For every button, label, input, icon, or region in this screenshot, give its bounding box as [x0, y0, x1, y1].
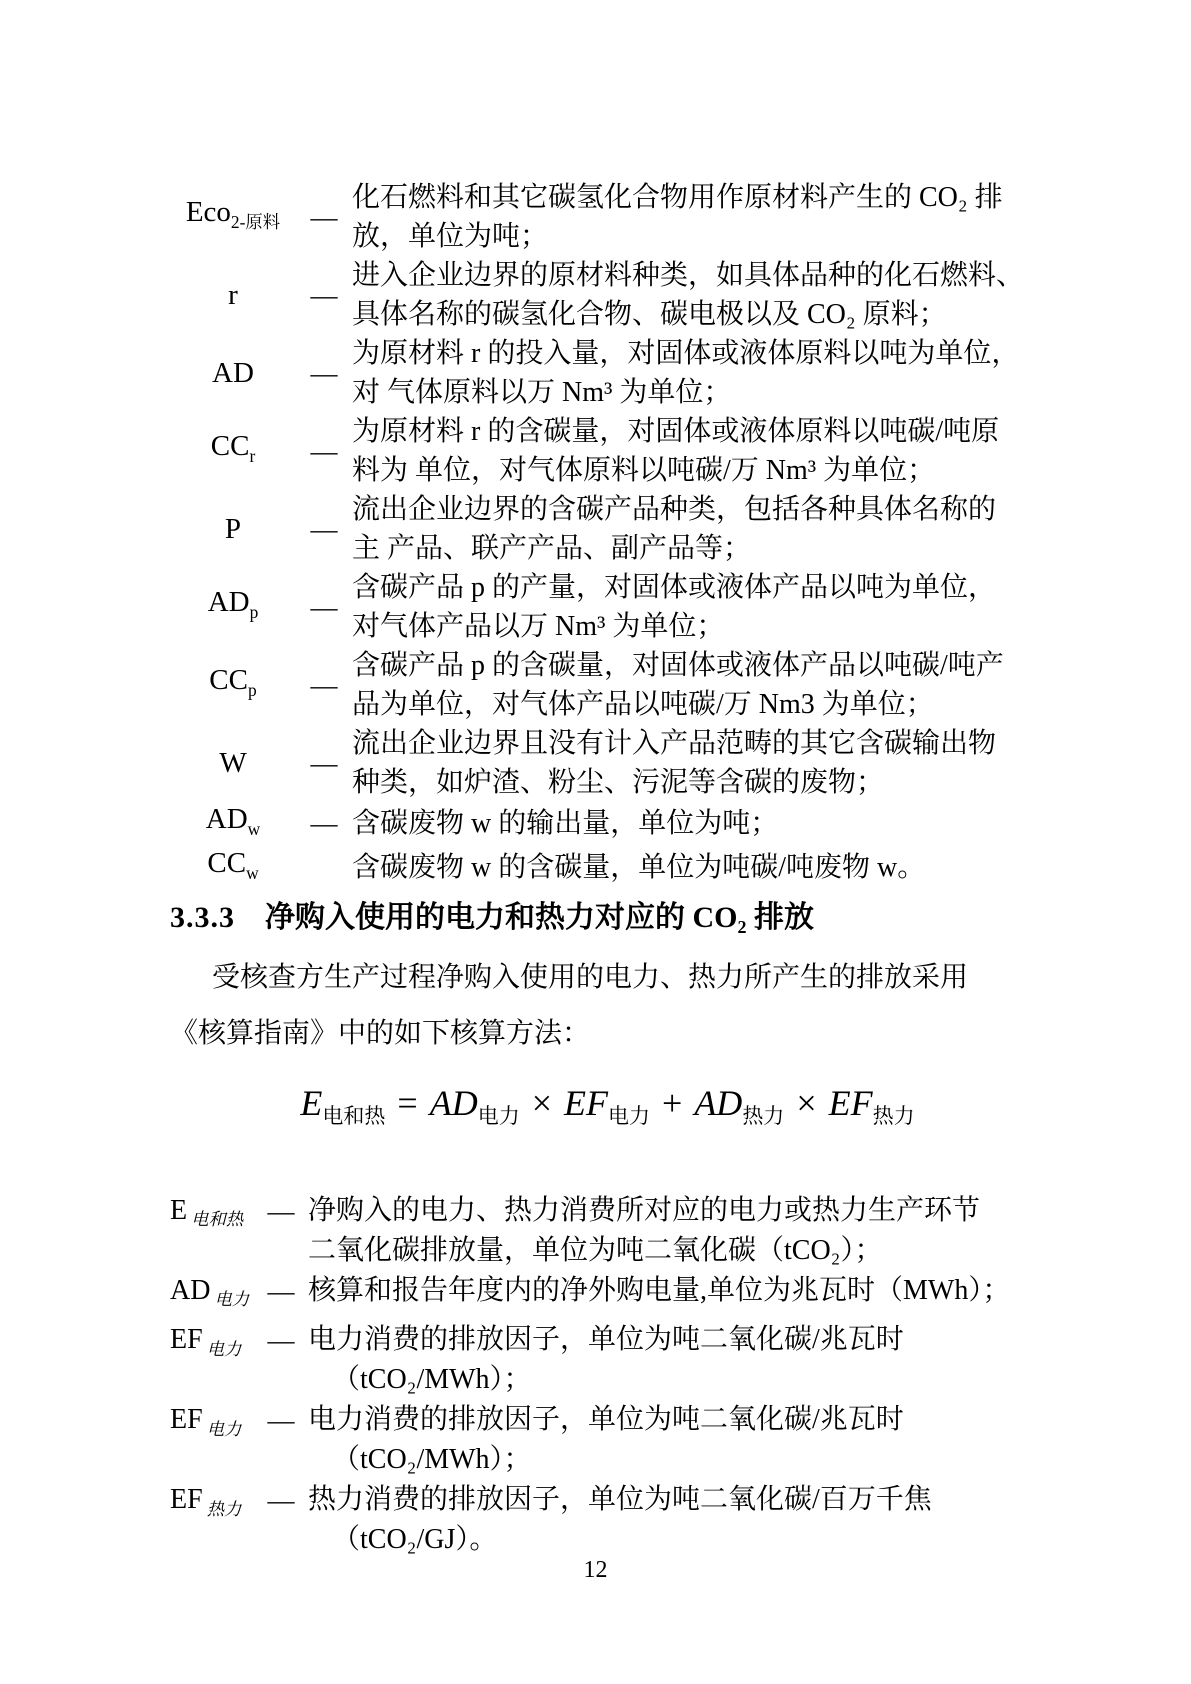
- definition-term: [170, 429, 296, 473]
- definition-row: [170, 802, 1045, 846]
- definition-dash: —: [267, 1405, 295, 1436]
- definition-row: [170, 178, 1045, 256]
- definition-term-subscript: 热力: [206, 1499, 242, 1519]
- definition-term: [170, 356, 296, 390]
- formula-variable: $AD_{热力}$: [694, 1082, 785, 1128]
- definition-text: [352, 412, 1045, 490]
- definition-text: [352, 490, 1045, 568]
- definition-line: 二氧化碳排放量，单位为吨二氧化碳（tCO₂）；: [308, 1234, 883, 1266]
- definition-text: [352, 724, 1045, 802]
- definition-line: 含碳产品 p 的产量，对固体或液体产品以吨为单位，: [352, 572, 997, 603]
- definition-term-subscript: 电力: [206, 1339, 242, 1359]
- bottom-definition-list: [170, 1191, 1045, 1561]
- definition-term: [170, 846, 296, 890]
- definition-line: 种类，如炉渣、粉尘、污泥等含碳的废物；: [352, 767, 885, 798]
- definition-line: 含碳产品 p 的含碳量，对固体或液体产品以吨碳/吨产: [352, 650, 1004, 681]
- definition-term-subscript: 电和热: [191, 1210, 244, 1230]
- definition-term-symbol: EF: [170, 1484, 203, 1516]
- paragraph-line: 《核算指南》中的如下核算方法：: [170, 1017, 591, 1049]
- definition-line: 为原材料 r 的投入量，对固体或液体原料以吨为单位，: [352, 338, 1020, 369]
- section-number: 3.3.3: [170, 900, 235, 934]
- definition-term: [170, 1320, 254, 1370]
- definition-line: 进入企业边界的原材料种类，如具体品种的化石燃料、: [352, 260, 1025, 291]
- definition-term-symbol: AD: [212, 357, 254, 389]
- definition-row: [170, 724, 1045, 802]
- definition-text: [352, 178, 1045, 256]
- definition-term-subscript: w: [246, 862, 259, 883]
- definition-dash: —: [310, 513, 338, 544]
- section-title: 净购入使用的电力和热力对应的 CO₂ 排放: [265, 900, 814, 934]
- formula-operator: ×: [531, 1082, 553, 1123]
- definition-term-subscript: 电力: [214, 1290, 250, 1310]
- definition-term: [170, 746, 296, 780]
- definition-term: [170, 512, 296, 546]
- formula-subscript: 热力: [742, 1103, 785, 1128]
- formula-variable: $E_{电和热}$: [300, 1082, 386, 1128]
- definition-line: 流出企业边界且没有计入产品范畴的其它含碳输出物: [352, 728, 997, 759]
- definition-line: 具体名称的碳氢化合物、碳电极以及 CO₂ 原料；: [352, 299, 947, 330]
- definition-term-symbol: CC: [210, 430, 250, 463]
- definition-term-symbol: EF: [170, 1324, 203, 1356]
- definition-text: [352, 568, 1045, 646]
- definition-text: [352, 804, 1045, 843]
- definition-term: [170, 195, 296, 239]
- definition-row: [170, 256, 1045, 334]
- definition-dash: —: [310, 357, 338, 388]
- definition-term-symbol: AD: [170, 1274, 211, 1306]
- formula-operator: +: [662, 1082, 683, 1123]
- formula-subscript: 电力: [608, 1103, 650, 1128]
- definition-row: [170, 568, 1045, 646]
- paragraph-line: 受核查方生产过程净购入使用的电力、热力所产生的排放采用: [212, 961, 969, 993]
- definition-term-subscript: r: [249, 445, 256, 466]
- definition-term: [170, 1400, 254, 1450]
- definition-dash: —: [310, 669, 338, 700]
- definition-term: [170, 802, 296, 846]
- definition-term-symbol: CC: [209, 664, 248, 697]
- definition-term-subscript: p: [249, 601, 259, 622]
- definition-text: [352, 848, 1045, 887]
- formula-subscript: 电和热: [322, 1103, 386, 1128]
- definition-text: [308, 1480, 1045, 1560]
- definition-term-subscript: 2-原料: [230, 211, 281, 232]
- formula-subscript: 热力: [872, 1103, 915, 1128]
- definition-term: [170, 663, 296, 707]
- definition-text: [352, 334, 1045, 412]
- definition-line: 品为单位，对气体产品以吨碳/万 Nm3 为单位；: [352, 689, 934, 720]
- definition-row: [170, 846, 1045, 890]
- definition-line: 主 产品、联产产品、副产品等；: [352, 533, 752, 564]
- definition-row: [170, 334, 1045, 412]
- intro-paragraph: [170, 950, 1045, 1062]
- definition-dash: —: [267, 1275, 295, 1306]
- definition-term-subscript: 电力: [206, 1419, 242, 1439]
- definition-term-symbol: AD: [207, 586, 250, 619]
- definition-row: [170, 1480, 1045, 1560]
- definition-text: [352, 646, 1045, 724]
- definition-text: [308, 1320, 1045, 1400]
- definition-line: （tCO₂/MWh）；: [332, 1364, 532, 1396]
- definition-dash: —: [310, 279, 338, 310]
- definition-dash: —: [267, 1195, 295, 1226]
- definition-dash: —: [267, 1485, 295, 1516]
- definition-line: 料为 单位，对气体原料以吨碳/万 Nm³ 为单位；: [352, 455, 936, 486]
- definition-row: [170, 1320, 1045, 1400]
- definition-line: 对 气体原料以万 Nm³ 为单位；: [352, 377, 732, 408]
- definition-term-subscript: p: [247, 679, 257, 700]
- definition-text: [352, 256, 1045, 334]
- definition-line: 电力消费的排放因子，单位为吨二氧化碳/兆瓦时: [308, 1404, 904, 1436]
- definition-term-symbol: P: [224, 513, 242, 545]
- definition-row: [170, 1271, 1045, 1321]
- definition-line: 化石燃料和其它碳氢化合物用作原材料产生的 CO₂ 排: [352, 182, 1003, 213]
- definition-dash: —: [310, 435, 338, 466]
- formula-variable: $AD_{电力}$: [429, 1082, 520, 1128]
- formula-variable: $EF_{热力}$: [828, 1082, 915, 1128]
- definition-term-symbol: AD: [205, 803, 248, 835]
- definition-term-symbol: CC: [207, 846, 247, 879]
- definition-dash: —: [310, 201, 338, 232]
- formula-operator: =: [397, 1082, 418, 1123]
- definition-line: 对气体产品以万 Nm³ 为单位；: [352, 611, 725, 642]
- definition-text: [308, 1271, 1045, 1311]
- definition-term: [170, 585, 296, 629]
- definition-line: （tCO₂/MWh）；: [332, 1444, 532, 1476]
- definition-row: [170, 490, 1045, 568]
- definition-line: 热力消费的排放因子，单位为吨二氧化碳/百万千焦: [308, 1484, 932, 1516]
- definition-line: 放，单位为吨；: [352, 221, 549, 252]
- definition-line: 流出企业边界的含碳产品种类，包括各种具体名称的: [352, 494, 997, 525]
- section-heading: [170, 896, 1045, 940]
- definition-line: 核算和报告年度内的净外购电量,单位为兆瓦时（MWh）；: [308, 1274, 1011, 1306]
- definition-dash: —: [310, 591, 338, 622]
- definition-term: [170, 1271, 254, 1321]
- formula-subscript: 电力: [477, 1103, 520, 1128]
- definition-dash: —: [310, 808, 338, 839]
- definition-term-symbol: W: [219, 747, 247, 779]
- definition-term: [170, 1191, 254, 1241]
- definition-term-subscript: w: [247, 818, 261, 839]
- definition-row: [170, 1400, 1045, 1480]
- definition-row: [170, 412, 1045, 490]
- definition-row: [170, 646, 1045, 724]
- definition-text: [308, 1191, 1045, 1271]
- emissions-formula: [170, 1078, 1045, 1141]
- definition-row: [170, 1191, 1045, 1271]
- definition-term-symbol: EF: [170, 1404, 203, 1436]
- definition-line: 电力消费的排放因子，单位为吨二氧化碳/兆瓦时: [308, 1324, 904, 1356]
- definition-line: 净购入的电力、热力消费所对应的电力或热力生产环节: [308, 1194, 981, 1226]
- definition-dash: —: [267, 1325, 295, 1356]
- definition-term-symbol: Eco: [185, 196, 231, 229]
- definition-term-symbol: E: [170, 1194, 188, 1226]
- formula-operator: ×: [796, 1082, 817, 1123]
- definition-term: [170, 1480, 254, 1530]
- definition-line: （tCO₂/GJ）。: [332, 1524, 498, 1556]
- definition-line: 为原材料 r 的含碳量，对固体或液体原料以吨碳/吨原: [352, 416, 1000, 447]
- definition-term-symbol: r: [228, 279, 238, 311]
- definition-term: [170, 278, 296, 312]
- page-number: 12: [583, 1557, 608, 1583]
- formula-variable: $EF_{电力}$: [564, 1082, 650, 1128]
- definition-line: 含碳废物 w 的输出量，单位为吨；: [352, 808, 779, 840]
- definition-line: 含碳废物 w 的含碳量，单位为吨碳/吨废物 w。: [352, 852, 926, 884]
- definition-dash: —: [310, 747, 338, 778]
- top-definition-list: [170, 178, 1045, 890]
- definition-text: [308, 1400, 1045, 1480]
